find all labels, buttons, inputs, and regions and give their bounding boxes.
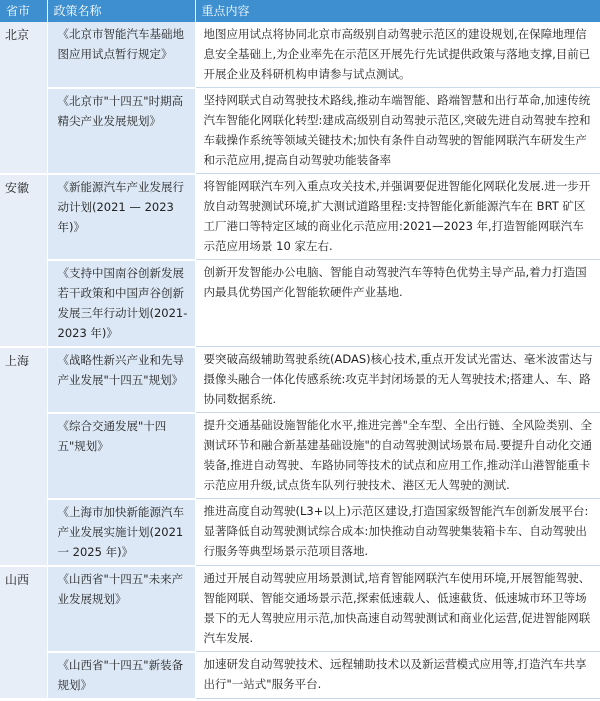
policy-content-cell: 要突破高级辅助驾驶系统(ADAS)核心技术,重点开发试光雷达、毫米波雷达与摄像头融合一体化传感系统:攻克半封闭场景的无人驾驶技术;搭建人、车、路协同数据系统. [195, 347, 600, 413]
policy-name-cell: 《山西省"十四五"未来产业发展规划》 [47, 566, 195, 652]
policy-name-cell: 《综合交通发展"十四五"规划》 [47, 413, 195, 499]
table-row [0, 88, 600, 174]
policy-name-cell: 《新能源汽车产业发展行动计划(2021 — 2023 年)》 [47, 174, 195, 260]
header-policy-name: 政策名称 [47, 0, 195, 22]
policy-name-cell: 《支持中国南谷创新发展若干政策和中国声谷创新发展三年行动计划(2021-2023 年)》 [47, 260, 195, 347]
table-header [0, 0, 600, 22]
province-cell: 上海 [0, 347, 47, 566]
table-row [0, 260, 600, 347]
table-body [0, 22, 600, 699]
table-row [0, 347, 600, 413]
policy-content-cell: 加速研发自动驾驶技术、远程辅助技术以及新运营模式应用等,打造汽车共享出行"一站式"服务平台. [195, 652, 600, 699]
header-key-content: 重点内容 [195, 0, 600, 22]
table-row [0, 652, 600, 699]
policy-content-cell: 将智能网联汽车列入重点攻关技术,并强调要促进智能化网联化发展.进一步开放自动驾驶测试环境,扩大测试道路里程:支持智能化新能源汽车在 BRT 矿区工厂港口等特定区域的商业化示范应用:2021—2023 年,打造智能网联汽车示范应用场景 10 家左右. [195, 174, 600, 260]
policy-name-cell: 《战略性新兴产业和先导产业发展"十四五"规划》 [47, 347, 195, 413]
table-row [0, 566, 600, 652]
table-row [0, 22, 600, 88]
table-row [0, 413, 600, 499]
policy-name-cell: 《山西省"十四五"新装备规划》 [47, 652, 195, 699]
policy-content-cell: 提升交通基础设施智能化水平,推进完善"全车型、全出行链、全风险类别、全测试环节和融合新基建基础设施"的自动驾驶测试场景布局.要提升自动化交通装备,推进自动驾驶、车路协同等技术的试点和应用工作,推动洋山港智能重卡示范应用升级,试点货车队列行驶技术、港区无人驾驶的测试. [195, 413, 600, 499]
province-cell: 安徽 [0, 174, 47, 347]
province-cell: 北京 [0, 22, 47, 174]
policy-content-cell: 创新开发智能办公电脑、智能自动驾驶汽车等特色优势主导产品,着力打造国内最具优势国产化智能软硬件产业基地. [195, 260, 600, 347]
province-cell: 山西 [0, 566, 47, 699]
policy-content-cell: 坚持网联式自动驾驶技术路线,推动车端智能、路端智慧和出行革命,加速传统汽车智能化网联化转型:建成高级别自动驾驶示范区,突破先进自动驾驶车控和车载操作系统等领域关键技术;加快有条件自动驾驶的智能网联汽车研发生产和示范应用,提高自动驾驶功能装备率 [195, 88, 600, 174]
table-row [0, 499, 600, 566]
table-row [0, 174, 600, 260]
policy-name-cell: 《上海市加快新能源汽车产业发展实施计划(2021 一 2025 年)》 [47, 499, 195, 566]
policy-name-cell: 《北京市"十四五"时期高精尖产业发展规划》 [47, 88, 195, 174]
header-province: 省市 [0, 0, 47, 22]
policy-content-cell: 推进高度自动驾驶(L3+以上)示范区建设,打造国家级智能汽车创新发展平台:显著降低自动驾驶测试综合成本:加快推动自动驾驶集装箱卡车、自动驾驶出行服务等典型场景示范项目落地. [195, 499, 600, 566]
policy-name-cell: 《北京市智能汽车基础地图应用试点暂行规定》 [47, 22, 195, 88]
policy-content-cell: 通过开展自动驾驶应用场景测试,培育智能网联汽车使用环境,开展智能驾驶、智能网联、智能交通场景示范,探索低速载人、低速截货、低速城市环卫等场景下的无人驾驶应用示范,加快高速自动驾驶测试和商业化运营,促进智能网联汽车发展. [195, 566, 600, 652]
policy-content-cell: 地图应用试点将协同北京市高级别自动驾驶示范区的建设规划,在保障地理信息安全基础上,为企业率先在示范区开展先行先试提供政策与落地支撑,目前已开展企业及科研机构申请参与试点测试。 [195, 22, 600, 88]
